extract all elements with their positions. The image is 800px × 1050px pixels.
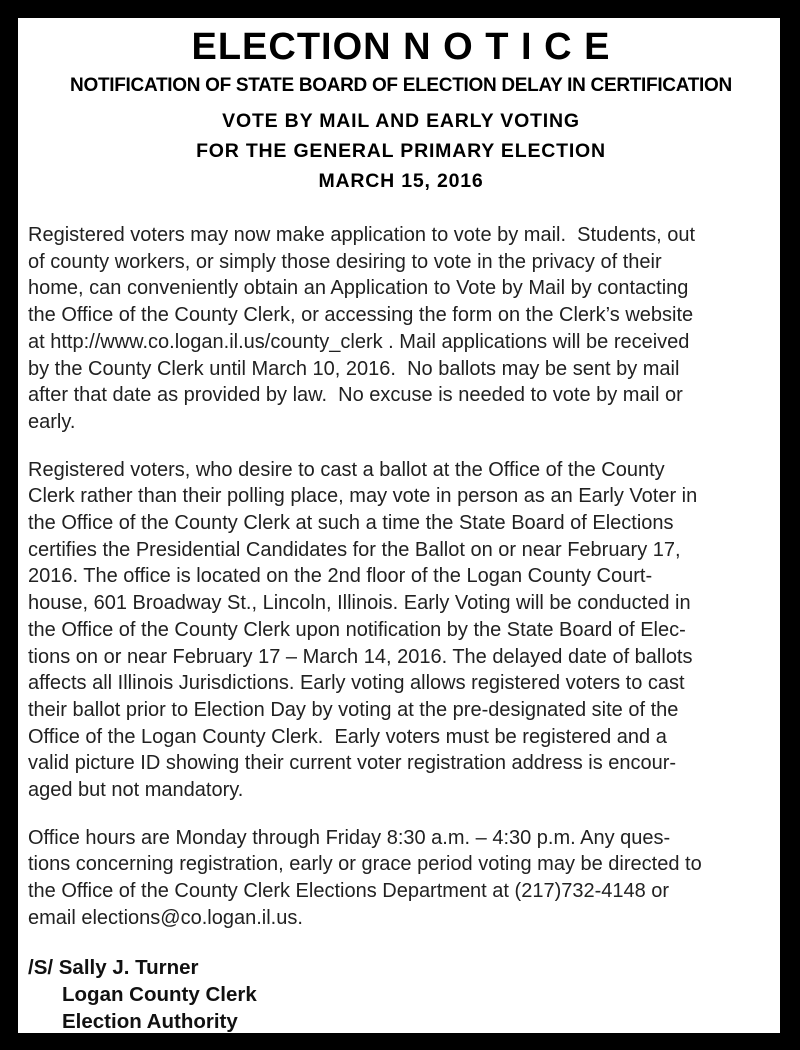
- notice-date: MARCH 15, 2016: [318, 170, 484, 192]
- text-line: Office hours are Monday through Friday 8:30 a.m. – 4:30 p.m. Any ques-: [28, 826, 671, 849]
- text-line: email elections@co.logan.il.us.: [28, 906, 303, 929]
- text-line: at http://www.co.logan.il.us/county_clerk . Mail applications will be received: [28, 330, 690, 353]
- text-line: Clerk rather than their polling place, may vote in person as an Early Voter in: [28, 485, 698, 508]
- notice-subtitle-general-primary: FOR THE GENERAL PRIMARY ELECTION: [196, 140, 606, 162]
- text-line: house, 601 Broadway St., Lincoln, Illinois. Early Voting will be conducted in: [28, 592, 691, 615]
- text-line: the Office of the County Clerk Elections Department at (217)732-4148 or: [28, 880, 670, 903]
- text-line: of county workers, or simply those desiring to vote in the privacy of their: [28, 250, 662, 273]
- signature-title-election-authority: Election Authority: [62, 1009, 238, 1033]
- notice-sheet: [18, 18, 780, 1033]
- signature-title-county-clerk: Logan County Clerk: [62, 982, 257, 1006]
- text-line: 2016. The office is located on the 2nd floor of the Logan County Court-: [28, 565, 653, 588]
- text-line: Registered voters, who desire to cast a ballot at the Office of the County: [28, 458, 665, 481]
- text-line: valid picture ID showing their current voter registration address is encour-: [28, 752, 677, 775]
- text-line: Office of the Logan County Clerk. Early voters must be registered and a: [28, 725, 667, 748]
- text-line: their ballot prior to Election Day by voting at the pre-designated site of the: [28, 698, 679, 721]
- text-line: tions on or near February 17 – March 14, 2016. The delayed date of ballots: [28, 645, 693, 668]
- paragraph-early-voting: [28, 457, 774, 804]
- notice-title: ELECTION N O T I C E: [191, 26, 611, 68]
- text-line: the Office of the County Clerk upon notification by the State Board of Elec-: [28, 618, 686, 641]
- notice-content: [18, 18, 780, 1033]
- text-line: Registered voters may now make application to vote by mail. Students, out: [28, 224, 696, 246]
- notice-subtitle-vote-by-mail: VOTE BY MAIL AND EARLY VOTING: [222, 110, 580, 132]
- text-line: affects all Illinois Jurisdictions. Early voting allows registered voters to cast: [28, 672, 685, 695]
- text-line: the Office of the County Clerk, or accessing the form on the Clerk’s website: [28, 304, 694, 327]
- notice-subtitle-certification-delay: NOTIFICATION OF STATE BOARD OF ELECTION DELAY IN CERTIFICATION: [70, 75, 732, 96]
- text-line: early.: [28, 410, 76, 433]
- text-line: by the County Clerk until March 10, 2016. No ballots may be sent by mail: [28, 357, 680, 380]
- text-line: aged but not mandatory.: [28, 779, 244, 802]
- paragraph-vote-by-mail: [28, 222, 774, 436]
- signature-block: [28, 954, 774, 1033]
- text-line: after that date as provided by law. No excuse is needed to vote by mail or: [28, 384, 683, 407]
- text-line: the Office of the County Clerk at such a time the State Board of Elections: [28, 512, 674, 535]
- text-line: certifies the Presidential Candidates for the Ballot on or near February 17,: [28, 538, 681, 561]
- paragraph-office-hours: [28, 825, 774, 932]
- signature-name: /S/ Sally J. Turner: [28, 955, 199, 979]
- text-line: home, can conveniently obtain an Application to Vote by Mail by contacting: [28, 277, 689, 300]
- text-line: tions concerning registration, early or grace period voting may be directed to: [28, 853, 702, 876]
